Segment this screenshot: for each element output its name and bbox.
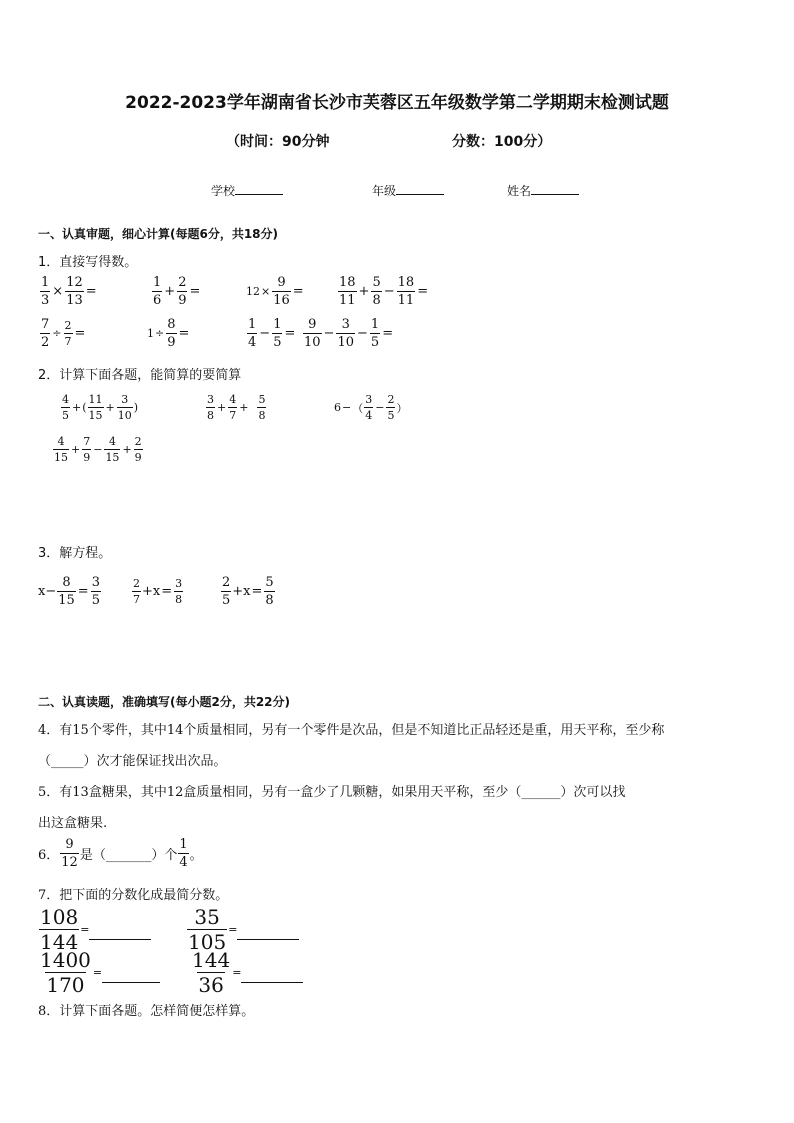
- denominator: 15: [58, 593, 75, 608]
- numerator: 7: [41, 317, 50, 332]
- math-symbol: ×: [261, 285, 271, 298]
- q3-equation-1: [38, 576, 102, 607]
- question-4-line-1: 4．有15个零件，其中14个质量相同，另有一个零件是次品，但是不知道比正品轻还是重，用天平称，至少称: [38, 723, 665, 738]
- fraction: [64, 320, 73, 347]
- numerator: 1: [273, 317, 282, 332]
- q7-item-3: [38, 950, 160, 995]
- denominator: 10: [304, 335, 321, 350]
- numerator: 2: [222, 575, 231, 590]
- exam-time: （时间：90分钟: [226, 134, 330, 150]
- math-symbol: −: [383, 284, 395, 299]
- fraction: [91, 576, 101, 607]
- denominator: 5: [62, 409, 69, 422]
- numerator: 108: [40, 905, 79, 929]
- numerator: 1: [41, 275, 50, 290]
- denominator: 11: [397, 293, 415, 308]
- denominator: 15: [105, 451, 120, 464]
- answer-blank: [89, 919, 151, 940]
- fraction: [338, 276, 357, 307]
- math-symbol: +x: [232, 584, 251, 599]
- name-field: [507, 182, 579, 199]
- denominator: 8: [372, 293, 381, 308]
- denominator: 9: [134, 451, 142, 464]
- denominator: 5: [387, 409, 395, 422]
- fraction: [166, 318, 176, 349]
- math-symbol: =: [80, 923, 90, 936]
- denominator: 144: [40, 930, 79, 954]
- fraction: [187, 907, 227, 952]
- denominator: 4: [179, 855, 188, 870]
- math-symbol: −: [259, 326, 271, 341]
- fraction: [247, 318, 257, 349]
- fraction: [206, 394, 215, 421]
- q1-expr-2: [151, 276, 201, 307]
- numerator: 5: [258, 393, 266, 406]
- math-symbol: =: [292, 284, 304, 299]
- fraction: [61, 394, 70, 421]
- grade-field: [372, 182, 444, 199]
- fraction: [39, 907, 79, 952]
- denominator: 16: [273, 293, 290, 308]
- math-symbol: ÷: [52, 327, 62, 340]
- denominator: 11: [339, 293, 356, 308]
- numerator: 8: [167, 317, 176, 332]
- denominator: 10: [117, 409, 132, 422]
- question-2: 2．计算下面各题，能简算的要简算: [38, 368, 242, 383]
- q3-equation-3: [220, 576, 276, 607]
- question-1: 1．直接写得数。: [38, 255, 138, 270]
- math-symbol: =: [178, 326, 190, 341]
- denominator: 9: [83, 451, 91, 464]
- denominator: 9: [178, 293, 187, 308]
- math-symbol: −: [375, 401, 385, 414]
- grade-blank: [396, 182, 444, 195]
- denominator: 10: [337, 335, 354, 350]
- denominator: 4: [248, 335, 257, 350]
- fraction: [303, 318, 322, 349]
- fraction: [364, 394, 373, 421]
- numerator: 9: [308, 317, 317, 332]
- denominator: 5: [370, 335, 380, 350]
- denominator: 15: [88, 409, 103, 422]
- section1-heading: 一、认真审题，细心计算(每题6分，共18分): [38, 227, 279, 241]
- math-symbol: =: [77, 584, 89, 599]
- numerator: 2: [133, 577, 140, 590]
- math-symbol: +: [105, 401, 115, 414]
- q1-expr-8: [302, 318, 394, 349]
- fraction: [386, 394, 395, 421]
- fraction: [132, 578, 141, 605]
- denominator: 13: [66, 293, 83, 308]
- denominator: 8: [207, 409, 214, 422]
- denominator: 8: [175, 593, 183, 606]
- q2-expr-4: [52, 436, 144, 463]
- question-6: [38, 838, 203, 869]
- section2-heading: 二、认真读题，准确填写(每小题2分，共22分): [38, 695, 291, 709]
- denominator: 5: [273, 335, 282, 350]
- math-symbol: =: [251, 584, 263, 599]
- numerator: 9: [277, 275, 286, 290]
- math-symbol: =: [382, 326, 394, 341]
- name-blank: [531, 182, 579, 195]
- numerator: 3: [175, 577, 183, 590]
- fraction: [264, 576, 274, 607]
- q1-expr-3: [246, 276, 305, 307]
- numerator: 4: [57, 435, 65, 448]
- denominator: 5: [91, 593, 100, 608]
- math-symbol: −: [93, 443, 103, 456]
- math-symbol: ×: [52, 284, 64, 299]
- q7-item-1: [38, 907, 151, 952]
- math-symbol: 1: [147, 327, 154, 340]
- numerator: 3: [341, 317, 350, 332]
- fraction: [134, 436, 143, 463]
- question-8: 8．计算下面各题。怎样简便怎样算。: [38, 1004, 255, 1019]
- math-symbol: 12: [246, 285, 260, 298]
- math-symbol: =: [189, 284, 201, 299]
- fraction: [152, 276, 162, 307]
- denominator: 3: [41, 293, 50, 308]
- numerator: 144: [192, 948, 231, 972]
- math-symbol: +: [164, 284, 176, 299]
- denominator: 12: [61, 855, 78, 870]
- math-symbol: ÷: [155, 327, 165, 340]
- denominator: 8: [258, 409, 266, 422]
- math-symbol: +: [217, 401, 227, 414]
- page-title: 2022-2023学年湖南省长沙市芙蓉区五年级数学第二学期期末检测试题: [125, 93, 669, 113]
- math-symbol: =: [232, 966, 242, 979]
- math-symbol: ): [133, 401, 139, 414]
- answer-blank: [241, 962, 303, 983]
- answer-blank: [237, 919, 299, 940]
- q1-expr-6: [147, 318, 190, 349]
- math-symbol: =: [92, 966, 103, 979]
- numerator: 8: [62, 575, 71, 590]
- grade-label: 年级: [372, 184, 397, 198]
- q7-item-4: [190, 950, 303, 995]
- fraction: [228, 394, 237, 421]
- math-symbol: +: [358, 284, 370, 299]
- fraction: [191, 950, 231, 995]
- numerator: 2: [134, 435, 142, 448]
- math-symbol: （: [352, 401, 364, 415]
- math-symbol: +x: [142, 584, 161, 599]
- math-symbol: =: [161, 584, 173, 599]
- denominator: 15: [54, 451, 68, 464]
- numerator: 1400: [40, 948, 91, 972]
- math-symbol: =: [74, 326, 86, 341]
- q1-expr-7: [246, 318, 296, 349]
- math-symbol: +: [239, 401, 249, 414]
- fraction: [88, 394, 104, 421]
- fraction: [257, 394, 266, 421]
- math-symbol: 6．: [38, 848, 60, 863]
- numerator: 18: [397, 275, 415, 290]
- fraction: [40, 276, 50, 307]
- math-symbol: =: [85, 284, 97, 299]
- numerator: 11: [88, 393, 103, 406]
- numerator: 1: [153, 275, 162, 290]
- question-5-line-2: 出这盒糖果.: [38, 816, 108, 831]
- fraction: [39, 950, 92, 995]
- numerator: 4: [108, 435, 116, 448]
- school-blank: [235, 182, 283, 195]
- denominator: 7: [229, 409, 237, 422]
- numerator: 1: [370, 317, 380, 332]
- math-symbol: +: [122, 443, 132, 456]
- math-symbol: +: [72, 401, 82, 414]
- denominator: 8: [265, 593, 274, 608]
- math-symbol: =: [417, 284, 429, 299]
- numerator: 12: [66, 275, 83, 290]
- denominator: 2: [41, 335, 50, 350]
- math-symbol: x−: [38, 584, 57, 599]
- question-5-line-1: 5．有13盒糖果，其中12盒质量相同，另有一盒少了几颗糖，如果用天平称，至少（______）次可以找: [38, 785, 626, 800]
- fraction: [82, 436, 91, 463]
- denominator: 9: [167, 335, 176, 350]
- denominator: 105: [188, 930, 227, 954]
- q2-expr-1: [60, 394, 138, 421]
- q2-expr-2: [205, 394, 267, 421]
- numerator: 2: [387, 393, 395, 406]
- q1-expr-5: [39, 318, 86, 349]
- q1-expr-4: [337, 276, 429, 307]
- school-field: [211, 182, 283, 199]
- math-symbol: −: [357, 326, 368, 341]
- denominator: 36: [198, 973, 224, 997]
- answer-blank: [102, 962, 160, 983]
- fraction: [65, 276, 84, 307]
- fraction: [174, 578, 183, 605]
- q7-item-2: [186, 907, 299, 952]
- fraction: [104, 436, 120, 463]
- numerator: 3: [365, 393, 373, 406]
- q3-equation-2: [131, 578, 184, 605]
- math-symbol: −: [323, 326, 335, 341]
- exam-score: 分数：100分）: [452, 134, 552, 150]
- fraction: [60, 838, 79, 869]
- fraction: [370, 318, 380, 349]
- denominator: 170: [46, 973, 85, 997]
- math-symbol: 6: [334, 401, 341, 414]
- numerator: 5: [372, 275, 381, 290]
- fraction: [272, 318, 282, 349]
- q2-expr-3: [334, 394, 407, 421]
- fraction: [397, 276, 416, 307]
- fraction: [178, 838, 188, 869]
- math-symbol: =: [284, 326, 296, 341]
- math-symbol: =: [228, 923, 238, 936]
- fraction: [40, 318, 50, 349]
- numerator: 1: [248, 317, 257, 332]
- math-symbol: ）: [396, 401, 408, 415]
- numerator: 5: [265, 575, 274, 590]
- fraction: [177, 276, 187, 307]
- fraction: [57, 576, 76, 607]
- numerator: 9: [65, 837, 74, 852]
- math-symbol: −: [342, 401, 352, 414]
- numerator: 2: [178, 275, 187, 290]
- numerator: 35: [194, 905, 220, 929]
- numerator: 3: [91, 575, 100, 590]
- math-symbol: 是（_______）个: [79, 848, 178, 863]
- denominator: 4: [365, 409, 373, 422]
- math-symbol: (: [82, 401, 87, 414]
- numerator: 4: [62, 393, 69, 406]
- numerator: 18: [339, 275, 356, 290]
- question-3: 3．解方程。: [38, 546, 112, 561]
- fraction: [336, 318, 355, 349]
- denominator: 7: [133, 593, 140, 606]
- numerator: 4: [229, 393, 237, 406]
- numerator: 3: [207, 393, 214, 406]
- fraction: [272, 276, 291, 307]
- denominator: 6: [153, 293, 162, 308]
- school-label: 学校: [211, 184, 236, 198]
- denominator: 5: [222, 593, 231, 608]
- numerator: 3: [121, 393, 129, 406]
- fraction: [53, 436, 69, 463]
- numerator: 7: [83, 435, 91, 448]
- fraction: [117, 394, 133, 421]
- numerator: 1: [179, 837, 188, 852]
- math-symbol: +: [71, 443, 81, 456]
- q1-expr-1: [39, 276, 98, 307]
- name-label: 姓名: [507, 184, 532, 198]
- question-4-line-2: （_____）次才能保证找出次品。: [38, 754, 227, 769]
- numerator: 2: [64, 319, 72, 332]
- denominator: 7: [64, 335, 72, 348]
- fraction: [221, 576, 231, 607]
- fraction: [371, 276, 381, 307]
- question-7: 7．把下面的分数化成最简分数。: [38, 888, 229, 903]
- math-symbol: 。: [189, 848, 203, 863]
